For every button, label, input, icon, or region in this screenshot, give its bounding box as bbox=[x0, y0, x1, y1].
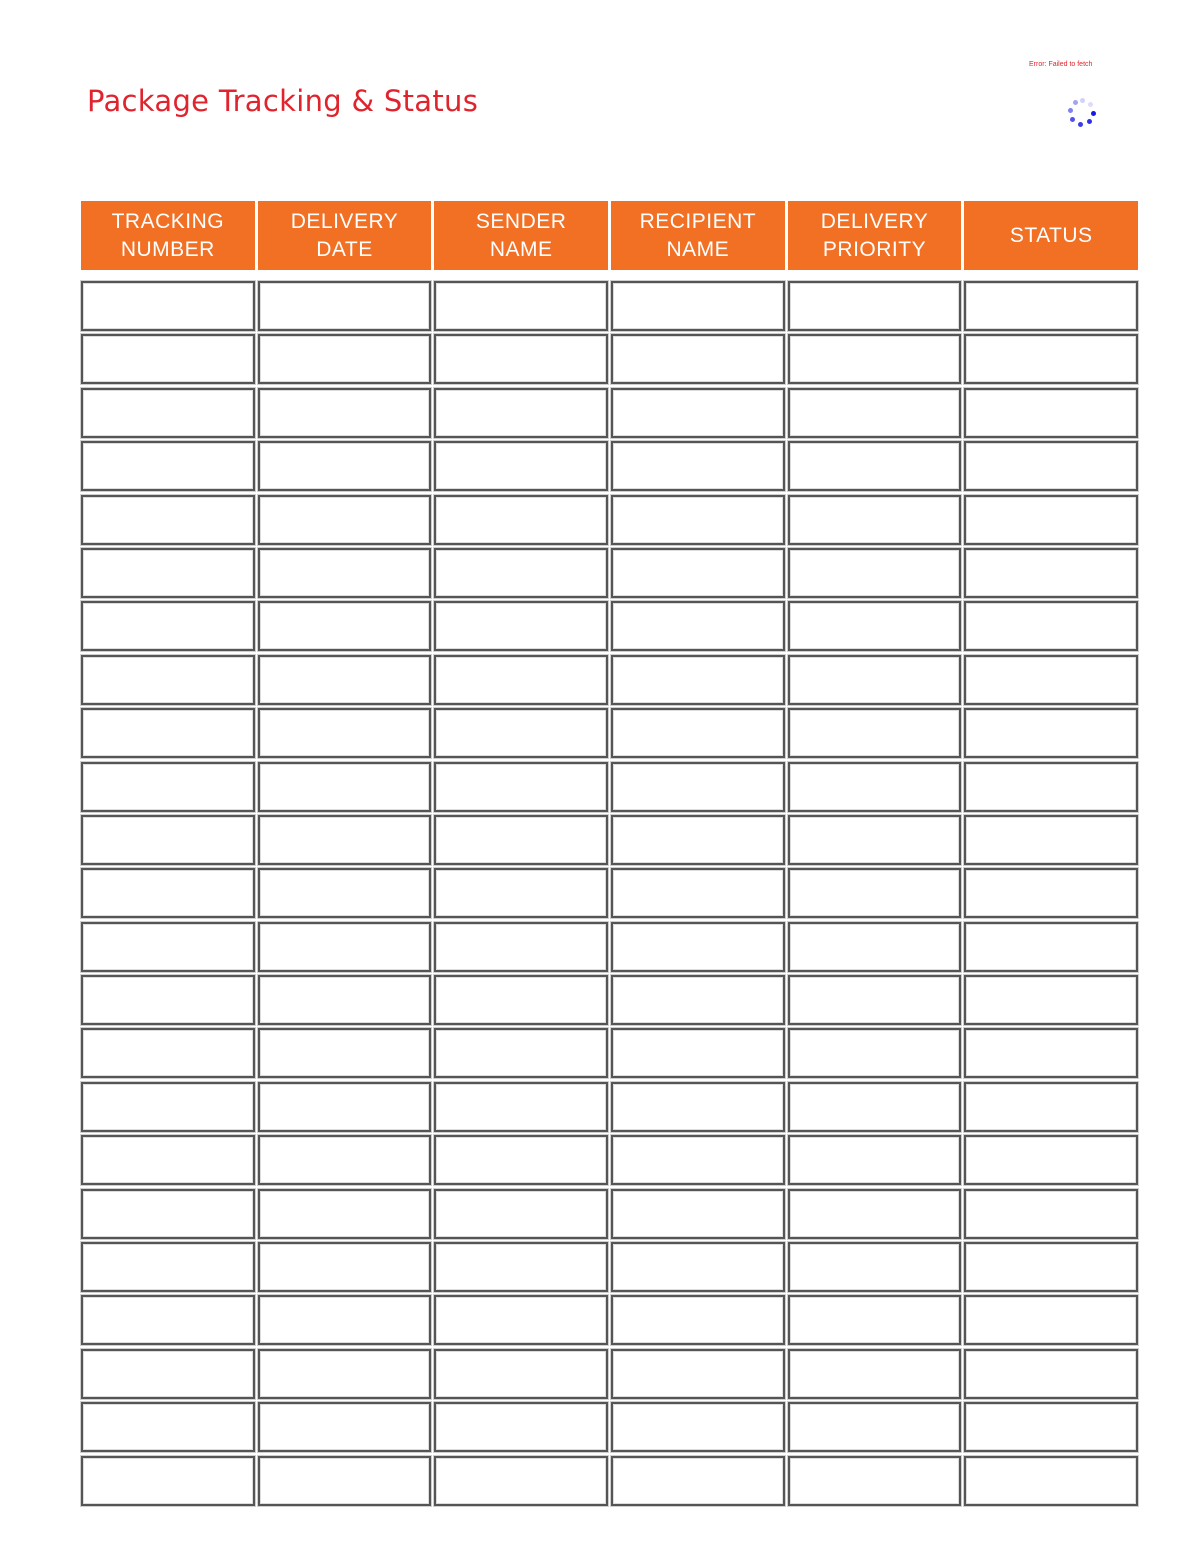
cell-delivery-date[interactable] bbox=[258, 708, 432, 758]
cell-delivery-priority[interactable] bbox=[788, 601, 962, 651]
cell-delivery-date[interactable] bbox=[258, 1456, 432, 1506]
cell-sender-name[interactable] bbox=[434, 868, 608, 918]
table-row bbox=[81, 548, 1138, 598]
package-tracking-table bbox=[81, 201, 1138, 1509]
table-row bbox=[81, 868, 1138, 918]
cell-sender-name[interactable] bbox=[434, 601, 608, 651]
table-row bbox=[81, 815, 1138, 865]
cell-tracking-number[interactable] bbox=[81, 1242, 255, 1292]
cell-recipient-name[interactable] bbox=[611, 1189, 785, 1239]
column-header-tracking-number: TRACKING NUMBER bbox=[81, 201, 255, 270]
cell-tracking-number[interactable] bbox=[81, 1135, 255, 1185]
cell-delivery-priority[interactable] bbox=[788, 548, 962, 598]
cell-sender-name[interactable] bbox=[434, 1135, 608, 1185]
cell-delivery-date[interactable] bbox=[258, 441, 432, 491]
cell-recipient-name[interactable] bbox=[611, 868, 785, 918]
table-row bbox=[81, 441, 1138, 491]
cell-sender-name[interactable] bbox=[434, 1242, 608, 1292]
cell-tracking-number[interactable] bbox=[81, 548, 255, 598]
cell-tracking-number[interactable] bbox=[81, 815, 255, 865]
cell-delivery-date[interactable] bbox=[258, 815, 432, 865]
cell-tracking-number[interactable] bbox=[81, 1349, 255, 1399]
cell-status[interactable] bbox=[964, 1189, 1138, 1239]
cell-delivery-date[interactable] bbox=[258, 1135, 432, 1185]
cell-status[interactable] bbox=[964, 868, 1138, 918]
cell-delivery-date[interactable] bbox=[258, 1082, 432, 1132]
cell-recipient-name[interactable] bbox=[611, 708, 785, 758]
cell-delivery-priority[interactable] bbox=[788, 1349, 962, 1399]
cell-recipient-name[interactable] bbox=[611, 1082, 785, 1132]
cell-sender-name[interactable] bbox=[434, 762, 608, 812]
column-header-sender-name: SENDER NAME bbox=[434, 201, 608, 270]
cell-status[interactable] bbox=[964, 334, 1138, 384]
cell-tracking-number[interactable] bbox=[81, 1295, 255, 1345]
cell-delivery-date[interactable] bbox=[258, 975, 432, 1025]
cell-delivery-date[interactable] bbox=[258, 601, 432, 651]
table-row bbox=[81, 1456, 1138, 1506]
cell-sender-name[interactable] bbox=[434, 1189, 608, 1239]
cell-delivery-date[interactable] bbox=[258, 922, 432, 972]
cell-sender-name[interactable] bbox=[434, 548, 608, 598]
cell-status[interactable] bbox=[964, 708, 1138, 758]
cell-delivery-priority[interactable] bbox=[788, 868, 962, 918]
column-header-delivery-priority: DELIVERY PRIORITY bbox=[788, 201, 962, 270]
cell-delivery-date[interactable] bbox=[258, 495, 432, 545]
cell-tracking-number[interactable] bbox=[81, 334, 255, 384]
cell-sender-name[interactable] bbox=[434, 1402, 608, 1452]
cell-delivery-priority[interactable] bbox=[788, 708, 962, 758]
cell-tracking-number[interactable] bbox=[81, 441, 255, 491]
table-row bbox=[81, 334, 1138, 384]
cell-status[interactable] bbox=[964, 1082, 1138, 1132]
table-body bbox=[81, 281, 1138, 1506]
cell-tracking-number[interactable] bbox=[81, 655, 255, 705]
cell-status[interactable] bbox=[964, 1135, 1138, 1185]
cell-delivery-priority[interactable] bbox=[788, 1402, 962, 1452]
cell-recipient-name[interactable] bbox=[611, 1135, 785, 1185]
cell-recipient-name[interactable] bbox=[611, 1402, 785, 1452]
page-title: Package Tracking & Status bbox=[87, 84, 479, 118]
cell-sender-name[interactable] bbox=[434, 922, 608, 972]
cell-delivery-priority[interactable] bbox=[788, 1028, 962, 1078]
cell-delivery-date[interactable] bbox=[258, 1242, 432, 1292]
cell-delivery-date[interactable] bbox=[258, 334, 432, 384]
cell-recipient-name[interactable] bbox=[611, 655, 785, 705]
table-header bbox=[81, 201, 1138, 270]
cell-tracking-number[interactable] bbox=[81, 388, 255, 438]
cell-delivery-priority[interactable] bbox=[788, 388, 962, 438]
cell-delivery-date[interactable] bbox=[258, 1402, 432, 1452]
cell-status[interactable] bbox=[964, 441, 1138, 491]
cell-sender-name[interactable] bbox=[434, 388, 608, 438]
table-row bbox=[81, 1295, 1138, 1345]
cell-delivery-date[interactable] bbox=[258, 868, 432, 918]
cell-recipient-name[interactable] bbox=[611, 1028, 785, 1078]
cell-status[interactable] bbox=[964, 1402, 1138, 1452]
cell-delivery-date[interactable] bbox=[258, 762, 432, 812]
cell-recipient-name[interactable] bbox=[611, 1349, 785, 1399]
table-row bbox=[81, 388, 1138, 438]
cell-tracking-number[interactable] bbox=[81, 1082, 255, 1132]
cell-recipient-name[interactable] bbox=[611, 601, 785, 651]
cell-tracking-number[interactable] bbox=[81, 281, 255, 331]
cell-delivery-priority[interactable] bbox=[788, 922, 962, 972]
column-header-recipient-name: RECIPIENT NAME bbox=[611, 201, 785, 270]
cell-status[interactable] bbox=[964, 1456, 1138, 1506]
table-row bbox=[81, 975, 1138, 1025]
table-row bbox=[81, 655, 1138, 705]
cell-recipient-name[interactable] bbox=[611, 1242, 785, 1292]
cell-status[interactable] bbox=[964, 281, 1138, 331]
cell-sender-name[interactable] bbox=[434, 655, 608, 705]
table-row bbox=[81, 1082, 1138, 1132]
table-row bbox=[81, 281, 1138, 331]
table-row bbox=[81, 1135, 1138, 1185]
cell-delivery-priority[interactable] bbox=[788, 1082, 962, 1132]
cell-status[interactable] bbox=[964, 388, 1138, 438]
cell-status[interactable] bbox=[964, 601, 1138, 651]
table-row bbox=[81, 1189, 1138, 1239]
column-header-delivery-date: DELIVERY DATE bbox=[258, 201, 432, 270]
cell-delivery-priority[interactable] bbox=[788, 1189, 962, 1239]
cell-tracking-number[interactable] bbox=[81, 708, 255, 758]
cell-tracking-number[interactable] bbox=[81, 495, 255, 545]
cell-recipient-name[interactable] bbox=[611, 495, 785, 545]
cell-recipient-name[interactable] bbox=[611, 388, 785, 438]
cell-tracking-number[interactable] bbox=[81, 975, 255, 1025]
cell-recipient-name[interactable] bbox=[611, 1456, 785, 1506]
cell-delivery-priority[interactable] bbox=[788, 975, 962, 1025]
cell-delivery-priority[interactable] bbox=[788, 762, 962, 812]
cell-tracking-number[interactable] bbox=[81, 922, 255, 972]
cell-sender-name[interactable] bbox=[434, 281, 608, 331]
cell-tracking-number[interactable] bbox=[81, 1189, 255, 1239]
cell-status[interactable] bbox=[964, 762, 1138, 812]
table-row bbox=[81, 601, 1138, 651]
cell-status[interactable] bbox=[964, 922, 1138, 972]
cell-status[interactable] bbox=[964, 1295, 1138, 1345]
cell-delivery-priority[interactable] bbox=[788, 441, 962, 491]
cell-delivery-priority[interactable] bbox=[788, 1456, 962, 1506]
cell-status[interactable] bbox=[964, 1349, 1138, 1399]
table-row bbox=[81, 495, 1138, 545]
error-message: Error: Failed to fetch bbox=[1029, 61, 1093, 68]
cell-status[interactable] bbox=[964, 1028, 1138, 1078]
cell-status[interactable] bbox=[964, 975, 1138, 1025]
cell-tracking-number[interactable] bbox=[81, 868, 255, 918]
cell-delivery-date[interactable] bbox=[258, 655, 432, 705]
cell-delivery-priority[interactable] bbox=[788, 655, 962, 705]
cell-sender-name[interactable] bbox=[434, 708, 608, 758]
cell-recipient-name[interactable] bbox=[611, 441, 785, 491]
cell-sender-name[interactable] bbox=[434, 975, 608, 1025]
cell-delivery-priority[interactable] bbox=[788, 1135, 962, 1185]
table-row bbox=[81, 1028, 1138, 1078]
cell-delivery-date[interactable] bbox=[258, 388, 432, 438]
table-row bbox=[81, 1349, 1138, 1399]
cell-recipient-name[interactable] bbox=[611, 922, 785, 972]
cell-delivery-priority[interactable] bbox=[788, 281, 962, 331]
cell-delivery-date[interactable] bbox=[258, 1349, 432, 1399]
loading-spinner-icon bbox=[1068, 98, 1098, 128]
cell-status[interactable] bbox=[964, 655, 1138, 705]
cell-delivery-date[interactable] bbox=[258, 548, 432, 598]
cell-sender-name[interactable] bbox=[434, 1082, 608, 1132]
column-header-status: STATUS bbox=[964, 201, 1138, 270]
cell-recipient-name[interactable] bbox=[611, 762, 785, 812]
cell-sender-name[interactable] bbox=[434, 1349, 608, 1399]
cell-status[interactable] bbox=[964, 548, 1138, 598]
cell-recipient-name[interactable] bbox=[611, 548, 785, 598]
cell-delivery-priority[interactable] bbox=[788, 1242, 962, 1292]
cell-delivery-priority[interactable] bbox=[788, 815, 962, 865]
cell-delivery-date[interactable] bbox=[258, 1295, 432, 1345]
cell-delivery-date[interactable] bbox=[258, 281, 432, 331]
cell-recipient-name[interactable] bbox=[611, 1295, 785, 1345]
table-row bbox=[81, 922, 1138, 972]
cell-sender-name[interactable] bbox=[434, 441, 608, 491]
cell-status[interactable] bbox=[964, 495, 1138, 545]
cell-sender-name[interactable] bbox=[434, 1028, 608, 1078]
table-row bbox=[81, 1402, 1138, 1452]
cell-status[interactable] bbox=[964, 1242, 1138, 1292]
cell-tracking-number[interactable] bbox=[81, 1028, 255, 1078]
cell-status[interactable] bbox=[964, 815, 1138, 865]
table-row bbox=[81, 1242, 1138, 1292]
cell-sender-name[interactable] bbox=[434, 815, 608, 865]
cell-tracking-number[interactable] bbox=[81, 1402, 255, 1452]
table-row bbox=[81, 708, 1138, 758]
cell-delivery-date[interactable] bbox=[258, 1189, 432, 1239]
cell-tracking-number[interactable] bbox=[81, 1456, 255, 1506]
cell-recipient-name[interactable] bbox=[611, 975, 785, 1025]
cell-recipient-name[interactable] bbox=[611, 281, 785, 331]
cell-delivery-priority[interactable] bbox=[788, 334, 962, 384]
cell-tracking-number[interactable] bbox=[81, 762, 255, 812]
cell-sender-name[interactable] bbox=[434, 495, 608, 545]
table-row bbox=[81, 762, 1138, 812]
cell-sender-name[interactable] bbox=[434, 1295, 608, 1345]
cell-recipient-name[interactable] bbox=[611, 815, 785, 865]
cell-sender-name[interactable] bbox=[434, 1456, 608, 1506]
cell-tracking-number[interactable] bbox=[81, 601, 255, 651]
cell-delivery-date[interactable] bbox=[258, 1028, 432, 1078]
cell-sender-name[interactable] bbox=[434, 334, 608, 384]
cell-delivery-priority[interactable] bbox=[788, 1295, 962, 1345]
cell-delivery-priority[interactable] bbox=[788, 495, 962, 545]
cell-recipient-name[interactable] bbox=[611, 334, 785, 384]
